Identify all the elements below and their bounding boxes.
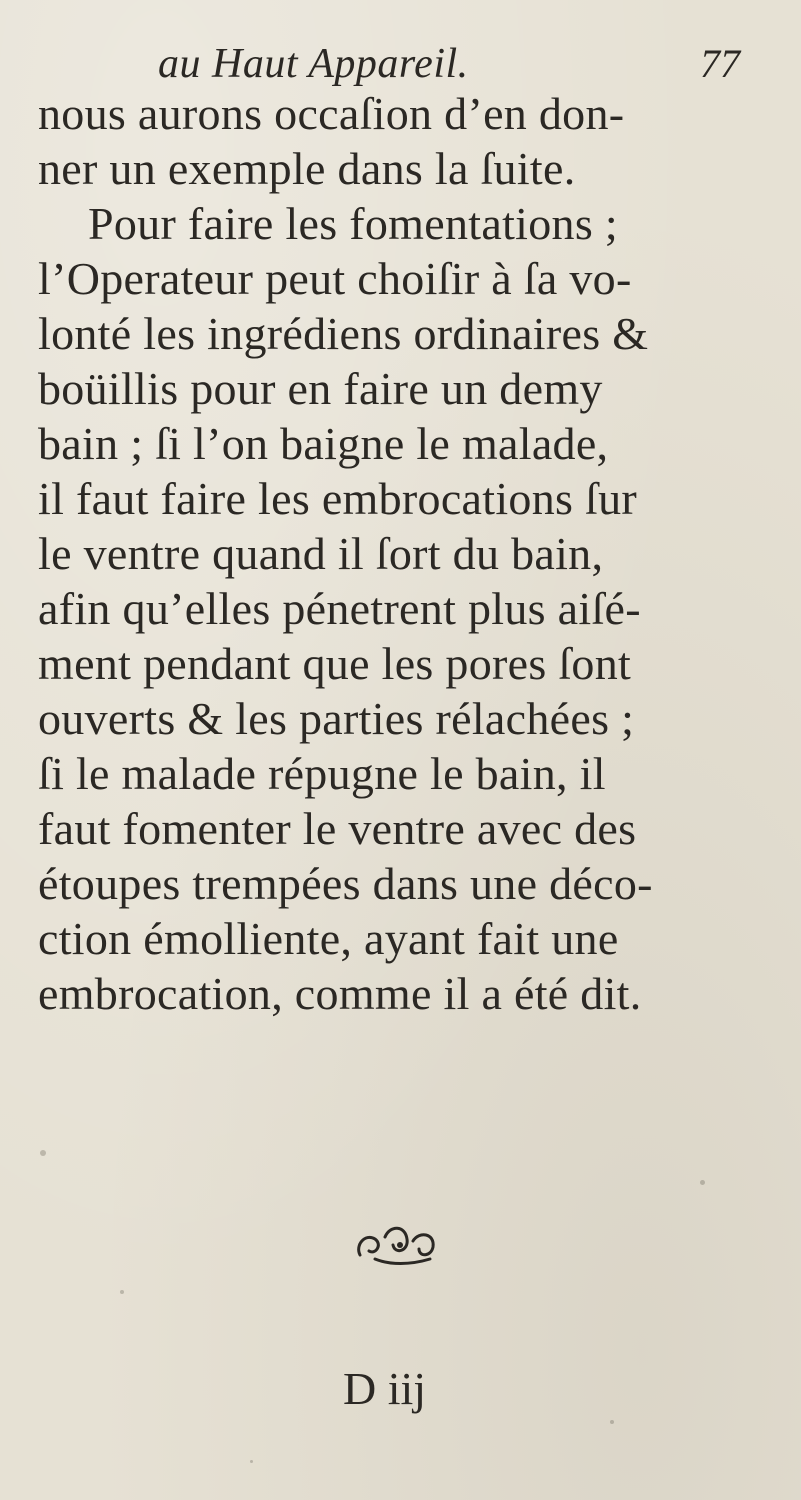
text-line: boüillis pour en faire un demy: [38, 363, 603, 414]
running-title: au Haut Appareil.: [158, 41, 469, 87]
body-text: [38, 86, 778, 1021]
text-line: faut fomenter le ventre avec des: [38, 803, 637, 854]
text-line: étoupes trempées dans une déco-: [38, 858, 653, 909]
paper-speckle: [120, 1290, 124, 1294]
text-line: lonté les ingrédiens ordinaires &: [38, 308, 649, 359]
signature-mark: D iij: [343, 1363, 427, 1414]
text-line: l’Operateur peut choiſir à ſa vo-: [38, 253, 632, 304]
paper-speckle: [250, 1460, 253, 1463]
page-header: [150, 28, 750, 88]
text-line: il faut faire les embrocations ſur: [38, 473, 638, 524]
text-line: ment pendant que les pores ſont: [38, 638, 632, 689]
text-line: nous aurons occaſion d’en don-: [38, 88, 625, 139]
text-line: bain ; ſi l’on baigne le malade,: [38, 418, 609, 469]
text-line: ſi le malade répugne le bain, il: [38, 748, 606, 799]
page-number: 77: [700, 41, 740, 86]
text-line: le ventre quand il ſort du bain,: [38, 528, 604, 579]
paper-speckle: [700, 1180, 705, 1185]
paper-speckle: [610, 1420, 614, 1424]
text-line: Pour faire les fomentations ;: [88, 198, 618, 249]
text-line: afin qu’elles pénetrent plus aiſé-: [38, 583, 641, 634]
text-line: ouverts & les parties rélachées ;: [38, 693, 635, 744]
text-line: ction émolliente, ayant fait une: [38, 913, 619, 964]
text-line: embrocation, comme il a été dit.: [38, 968, 642, 1019]
fleuron-ornament-icon: [345, 1215, 455, 1275]
paper-speckle: [40, 1150, 46, 1156]
text-line: ner un exemple dans la ſuite.: [38, 143, 576, 194]
